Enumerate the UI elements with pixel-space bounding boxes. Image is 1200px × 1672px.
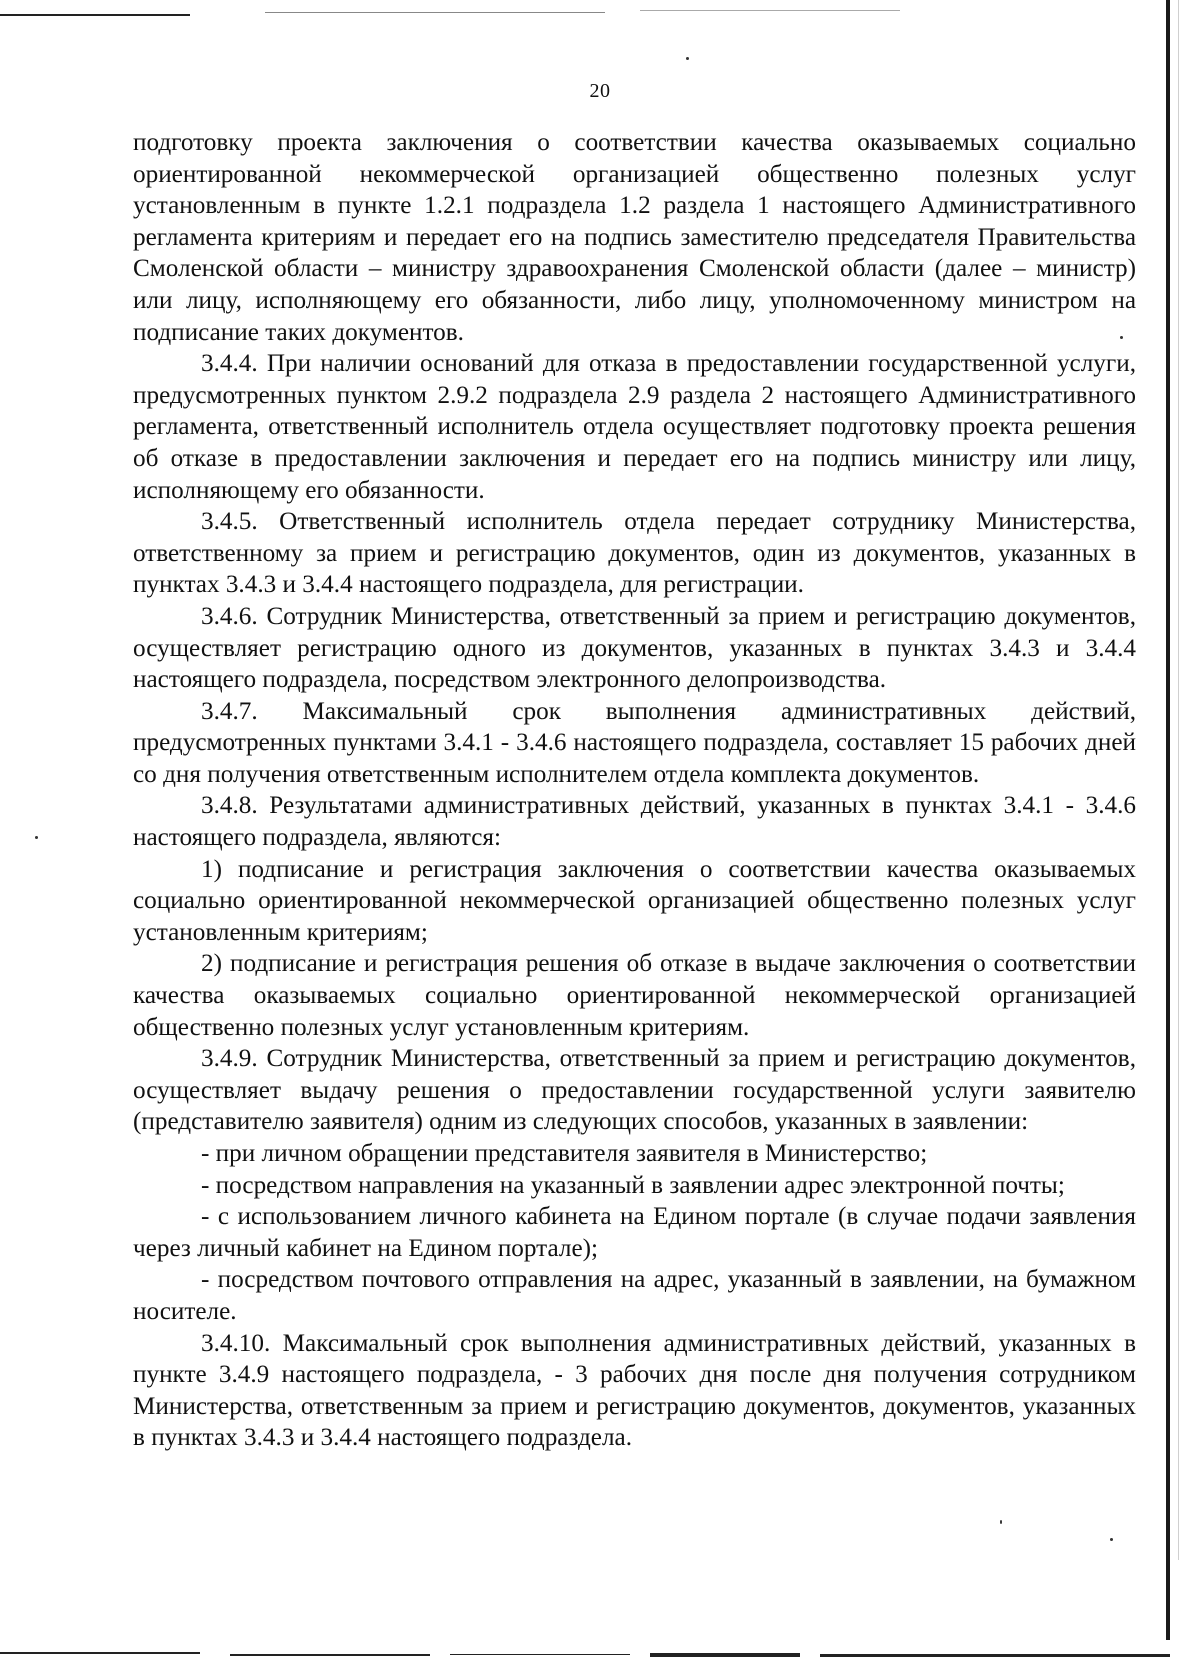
paragraph: 3.4.7. Максимальный срок выполнения административных действий, предусмотренных пунктами 3.4.1 - 3.4.6 настоящего подраздела, составляет 15 рабочих дней со дня получения ответственным исполнителем отдела комплекта документов. [133,697,1136,788]
scan-artifact-right-border [1166,0,1170,1640]
scan-artifact-bottom-line-5 [820,1654,1170,1657]
scan-artifact-right-border-faint [1178,0,1179,1560]
document-body [133,127,1136,1454]
paragraph: 3.4.6. Сотрудник Министерства, ответственный за прием и регистрацию документов, осуществляет регистрацию одного из документов, указанных в пунктах 3.4.3 и 3.4.4 настоящего подраздела, посредством электронного делопроизводства. [133,602,1136,694]
paragraph: 1) подписание и регистрация заключения о соответствии качества оказываемых социально ориентированной некоммерческой организацией общественно полезных услуг установленным критериям; [133,855,1136,946]
paragraph: 3.4.5. Ответственный исполнитель отдела передает сотруднику Министерства, ответственному за прием и регистрацию документов, один из документов, указанных в пунктах 3.4.3 и 3.4.4 настоящего подраздела, для регистрации. [133,508,1136,599]
paragraph: 3.4.9. Сотрудник Министерства, ответственный за прием и регистрацию документов, осуществляет выдачу решения о предоставлении государственной услуги заявителю (представителю заявителя) одним из следующих способов, указанных в заявлении: [133,1045,1136,1136]
scan-speck [1000,1520,1002,1524]
paragraph: подготовку проекта заключения о соответствии качества оказываемых социально ориентированной некоммерческой организацией общественно полезных услуг установленным в пункте 1.2.1 подраздела 1.2 раздела 1 настоящего Административного регламента критериям и передает его на подпись заместителю председателя Правительства Смоленской области – министру здравоохранения Смоленской области (далее – министр) или лицу, исполняющему его обязанности, либо лицу, уполномоченному министром на подписание таких документов. [133,129,1136,346]
scan-artifact-top-line-left [0,14,190,16]
paragraph: 2) подписание и регистрация решения об отказе в выдаче заключения о соответствии качества оказываемых социально ориентированной некоммерческой организацией общественно полезных услуг установленным критериям. [133,950,1136,1041]
list-item: - с использованием личного кабинета на Едином портале (в случае подачи заявления через личный кабинет на Едином портале); [133,1203,1136,1262]
list-item: - посредством почтового отправления на адрес, указанный в заявлении, на бумажном носителе. [133,1266,1136,1325]
list-item: - посредством направления на указанный в заявлении адрес электронной почты; [201,1171,1065,1199]
scan-artifact-bottom-line-2 [230,1654,430,1656]
scan-speck [35,836,38,839]
paragraph: 3.4.10. Максимальный срок выполнения административных действий, указанных в пункте 3.4.9 настоящего подраздела, - 3 рабочих дня после дня получения сотрудником Министерства, ответственным за прием и регистрацию документов, документов, указанных в пунктах 3.4.3 и 3.4.4 настоящего подраздела. [133,1329,1136,1452]
scan-artifact-bottom-line-1 [0,1652,200,1654]
scan-artifact-bottom-line-3 [450,1654,630,1655]
page-number: 20 [589,80,611,102]
scan-speck [686,57,689,60]
paragraph: 3.4.4. При наличии оснований для отказа в предоставлении государственной услуги, предусмотренных пунктом 2.9.2 подраздела 2.9 раздела 2 настоящего Административного регламента, ответственный исполнитель отдела осуществляет подготовку проекта решения об отказе в предоставлении заключения и передает его на подпись министру или лицу, исполняющему его обязанности. [133,350,1136,504]
paragraph: 3.4.8. Результатами административных действий, указанных в пунктах 3.4.1 - 3.4.6 настоящего подраздела, являются: [133,792,1136,852]
scan-artifact-bottom-line-4 [650,1653,800,1657]
scan-speck [1110,1538,1113,1541]
scan-artifact-top-line-right [640,10,900,11]
list-item: - при личном обращении представителя заявителя в Министерство; [201,1140,928,1167]
scan-artifact-top-line-mid [265,12,605,13]
